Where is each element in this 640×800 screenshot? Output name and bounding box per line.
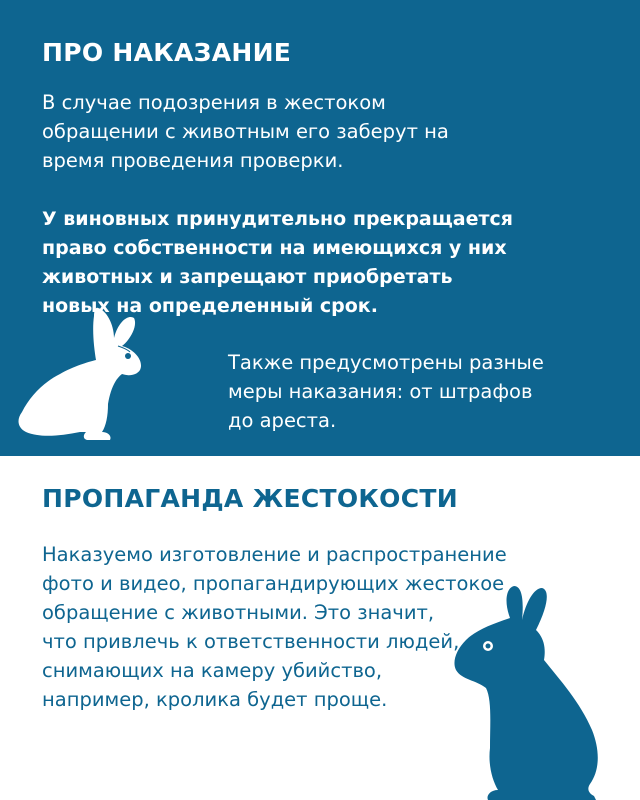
punishment-measures-paragraph — [228, 348, 544, 435]
ownership-line: У виновных принудительно прекращается — [42, 208, 513, 230]
propaganda-line: например, кролика будет проще. — [42, 688, 388, 711]
propaganda-line: снимающих на камеру убийство, — [42, 659, 383, 682]
ownership-line: животных и запрещают приобретать — [42, 266, 453, 288]
punishment-measures-line: Также предусмотрены разные — [228, 351, 544, 374]
white-rabbit-illustration — [10, 300, 150, 450]
punishment-measures-line: меры наказания: от штрафов — [228, 380, 533, 403]
ownership-line: новых на определенный срок. — [42, 295, 378, 317]
propaganda-section — [0, 456, 640, 800]
seizure-paragraph — [42, 88, 449, 175]
punishment-title: ПРО НАКАЗАНИЕ — [42, 38, 292, 67]
propaganda-line: Наказуемо изготовление и распространение — [42, 543, 507, 566]
propaganda-line: что привлечь к ответственности людей, — [42, 630, 460, 653]
blue-rabbit-illustration — [440, 584, 630, 800]
ownership-line: право собственности на имеющихся у них — [42, 237, 507, 259]
seizure-line: В случае подозрения в жестоком — [42, 91, 386, 114]
punishment-measures-line: до ареста. — [228, 409, 337, 432]
propaganda-paragraph — [42, 540, 507, 714]
seizure-line: обращении с животным его заберут на — [42, 120, 449, 143]
propaganda-line: обращение с животными. Это значит, — [42, 601, 435, 624]
propaganda-title: ПРОПАГАНДА ЖЕСТОКОСТИ — [42, 484, 458, 513]
seizure-line: время проведения проверки. — [42, 149, 344, 172]
propaganda-line: фото и видео, пропагандирующих жестокое — [42, 572, 505, 595]
